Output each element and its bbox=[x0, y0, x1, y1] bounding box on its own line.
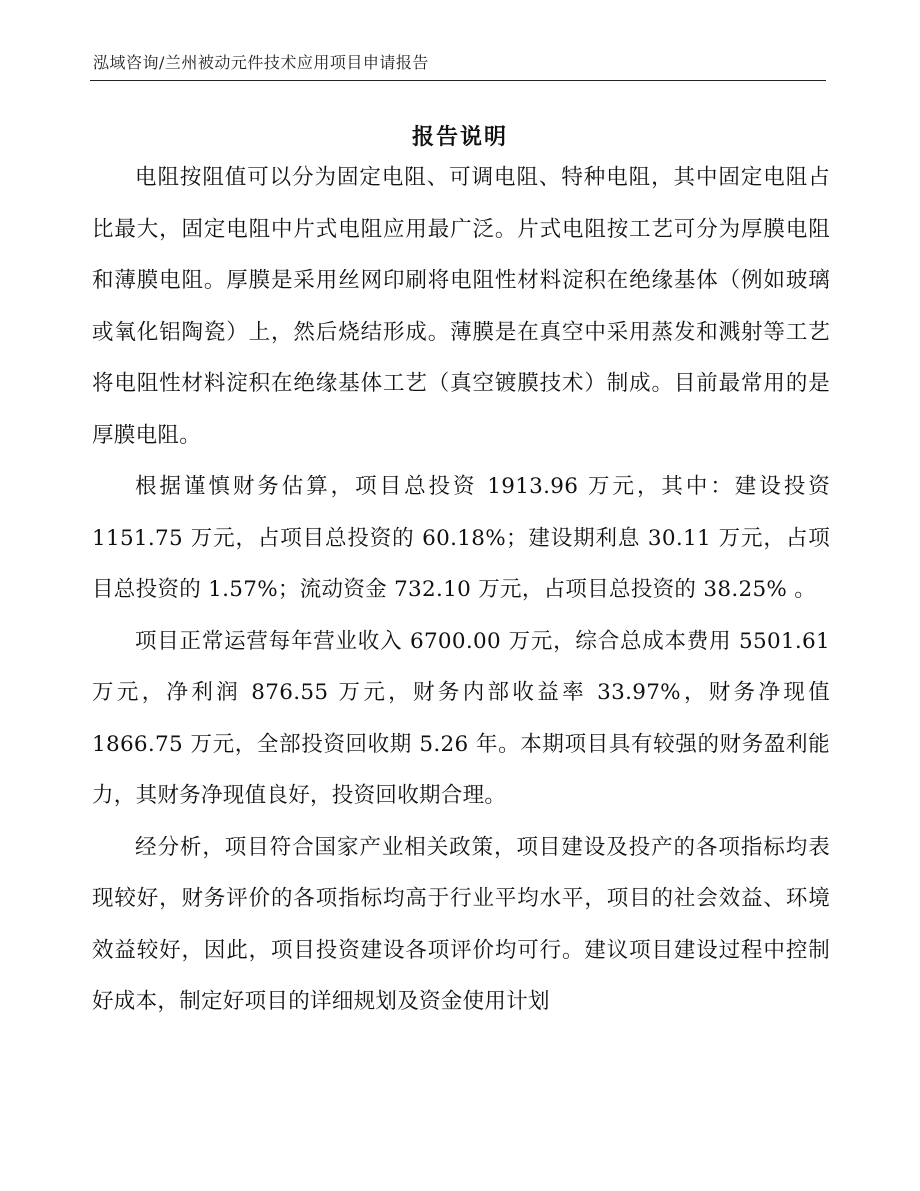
paragraph-revenue: 项目正常运营每年营业收入 6700.00 万元，综合总成本费用 5501.61 万元，净利润 876.55 万元，财务内部收益率 33.97%，财务净现值 1866.75 万元，全部投资回收期 5.26 年。本期项目具有较强的财务盈利能力，其财务净现值良好，投资回收期合理。 bbox=[92, 628, 830, 808]
running-header: 泓域咨询/兰州被动元件技术应用项目申请报告 bbox=[93, 53, 429, 72]
report-body bbox=[92, 152, 830, 1028]
page-title: 报告说明 bbox=[411, 124, 508, 150]
header-divider bbox=[90, 80, 826, 81]
paragraph-intro: 电阻按阻值可以分为固定电阻、可调电阻、特种电阻，其中固定电阻占比最大，固定电阻中片式电阻应用最广泛。片式电阻按工艺可分为厚膜电阻和薄膜电阻。厚膜是采用丝网印刷将电阻性材料淀积在绝缘基体（例如玻璃或氧化铝陶瓷）上，然后烧结形成。薄膜是在真空中采用蒸发和溅射等工艺将电阻性材料淀积在绝缘基体工艺（真空镀膜技术）制成。目前最常用的是厚膜电阻。 bbox=[92, 165, 830, 448]
paragraph-conclusion: 经分析，项目符合国家产业相关政策，项目建设及投产的各项指标均表现较好，财务评价的各项指标均高于行业平均水平，项目的社会效益、环境效益较好，因此，项目投资建设各项评价均可行。建议项目建设过程中控制好成本，制定好项目的详细规划及资金使用计划 bbox=[92, 834, 830, 1014]
paragraph-investment: 根据谨慎财务估算，项目总投资 1913.96 万元，其中：建设投资 1151.75 万元，占项目总投资的 60.18%；建设期利息 30.11 万元，占项目总投资的 1.57%；流动资金 732.10 万元，占项目总投资的 38.25% 。 bbox=[92, 474, 830, 602]
